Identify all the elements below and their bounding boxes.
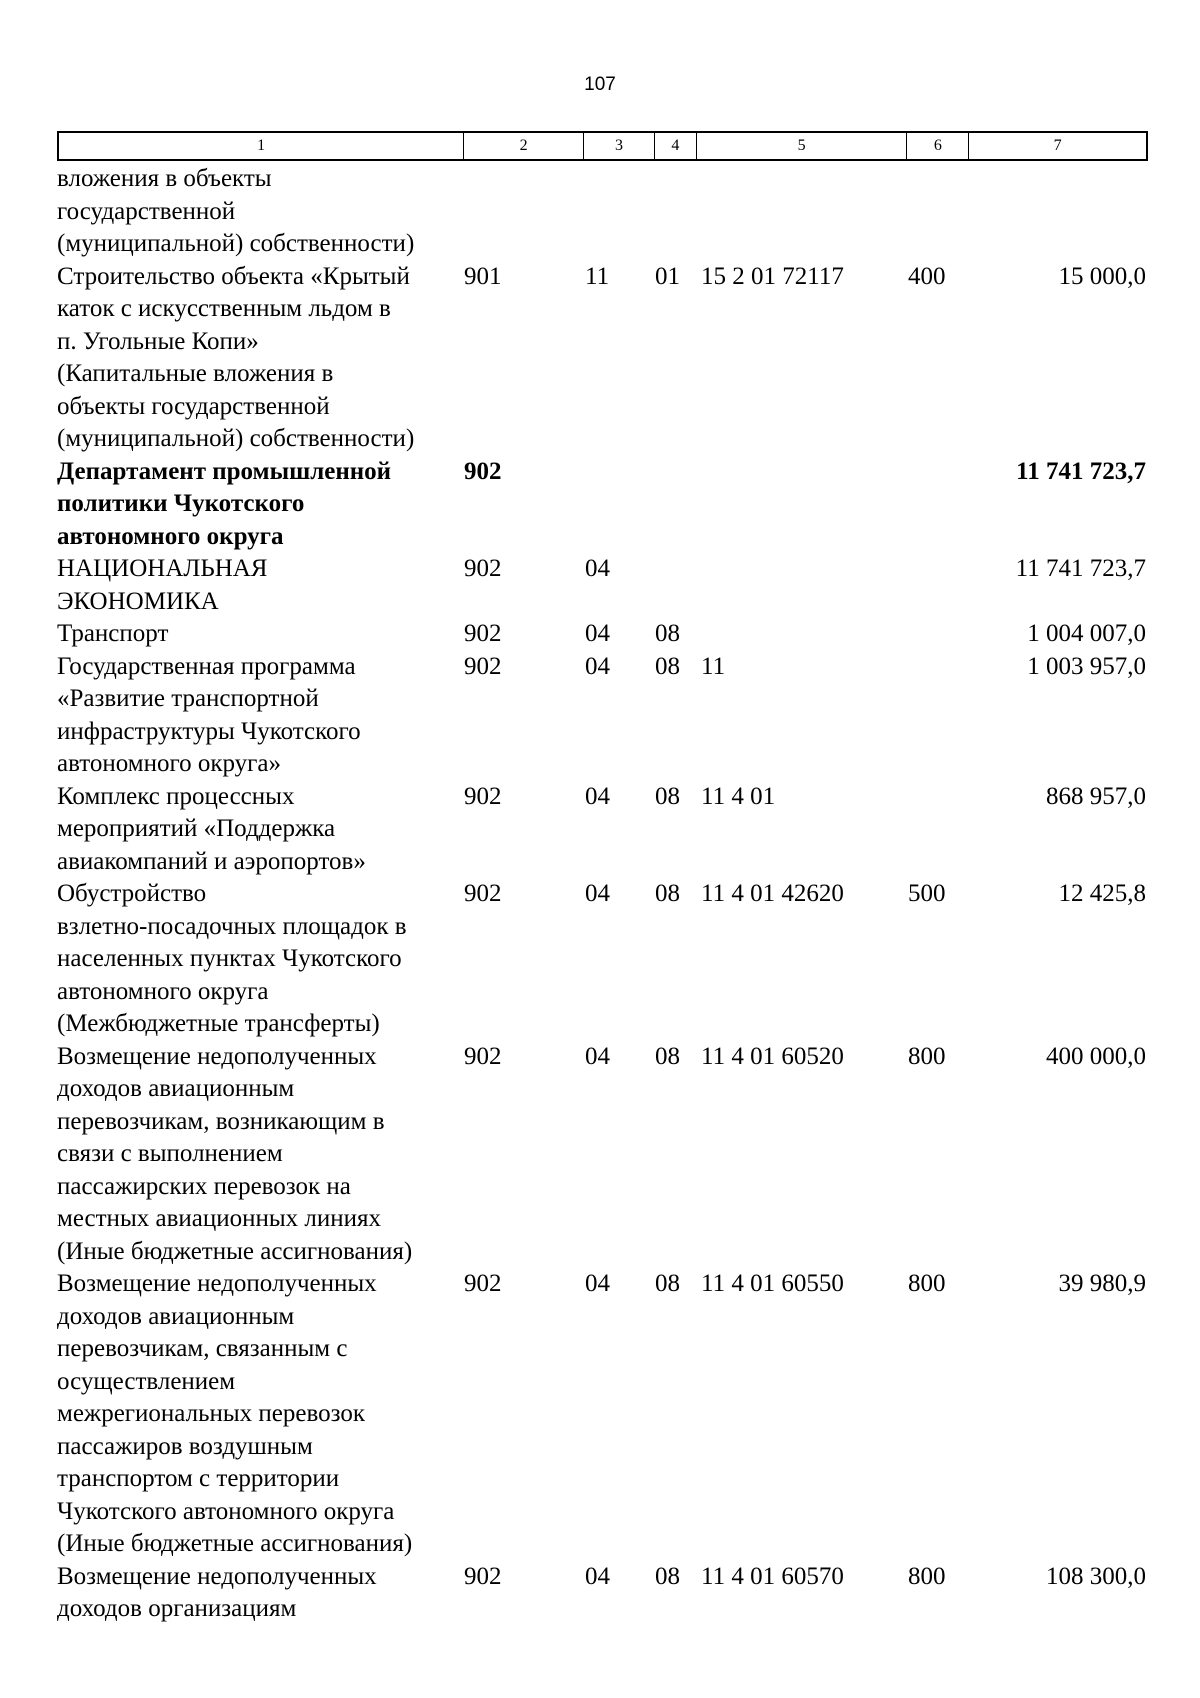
table-row — [57, 456, 1148, 554]
row-name-line: (муниципальной) собственности) — [57, 425, 415, 452]
row-col7-cell: 868 957,0 — [1046, 782, 1146, 810]
row-name-line: объекты государственной — [57, 392, 330, 420]
row-col2-cell: 902 — [464, 457, 502, 485]
row-col7-cell: 11 741 723,7 — [1016, 457, 1146, 485]
row-name-line: автономного округа — [57, 522, 284, 550]
header-cell-4: 4 — [655, 133, 697, 159]
row-col2-cell: 901 — [464, 262, 502, 290]
row-name-line: межрегиональных перевозок — [57, 1400, 365, 1427]
row-name-cell — [57, 1561, 463, 1626]
row-name-line: Возмещение недополученных — [57, 1270, 377, 1297]
row-col4-cell: 08 — [655, 1270, 680, 1297]
row-name-line: связи с выполнением — [57, 1140, 283, 1167]
row-col7-cell: 108 300,0 — [1046, 1562, 1146, 1590]
row-col3-cell: 04 — [585, 555, 610, 582]
row-name-line: (Иные бюджетные ассигнования) — [57, 1237, 413, 1265]
row-col2-cell: 902 — [464, 1270, 502, 1297]
row-name-line: Государственная программа — [57, 652, 356, 680]
row-col5-cell: 15 2 01 72117 — [701, 262, 844, 290]
row-name-line: ЭКОНОМИКА — [57, 587, 219, 615]
row-col7-cell: 39 980,9 — [1058, 1270, 1146, 1297]
header-cell-3: 3 — [584, 133, 655, 159]
row-col4-cell: 01 — [655, 262, 680, 290]
row-name-line: Департамент промышленной — [57, 457, 392, 485]
row-name-cell — [57, 618, 463, 651]
row-col3-cell: 04 — [585, 880, 610, 907]
row-name-cell — [57, 553, 463, 618]
row-col5-cell: 11 4 01 60520 — [701, 1042, 844, 1070]
row-col7-cell: 12 425,8 — [1058, 880, 1146, 907]
header-cell-5: 5 — [697, 133, 908, 159]
row-name-cell — [57, 1041, 463, 1269]
row-name-line: (Иные бюджетные ассигнования) — [57, 1530, 413, 1557]
row-col6-cell: 800 — [908, 1042, 946, 1070]
row-col6-cell: 400 — [908, 262, 946, 290]
row-name-line: каток с искусственным льдом в — [57, 295, 391, 322]
table-row — [57, 1268, 1148, 1561]
row-name-line: мероприятий «Поддержка — [57, 815, 336, 842]
row-col7-cell: 1 004 007,0 — [1027, 620, 1146, 647]
header-cell-2: 2 — [464, 133, 584, 159]
header-cell-7: 7 — [1053, 137, 1062, 154]
row-name-line: доходов авиационным — [57, 1302, 295, 1330]
row-col4-cell: 08 — [655, 1042, 680, 1070]
row-col6-cell: 800 — [908, 1270, 946, 1297]
row-col7-cell: 400 000,0 — [1046, 1042, 1146, 1070]
table-row — [57, 878, 1148, 1041]
row-name-line: доходов авиационным — [57, 1075, 295, 1102]
table-row — [57, 1041, 1148, 1269]
row-col4-cell: 08 — [655, 652, 680, 680]
row-col2-cell: 902 — [464, 620, 502, 647]
row-col6-cell: 800 — [908, 1562, 946, 1590]
row-name-line: «Развитие транспортной — [57, 685, 319, 712]
row-name-line: вложения в объекты — [57, 165, 272, 192]
row-name-line: перевозчикам, связанным с — [57, 1335, 348, 1362]
row-col3-cell: 04 — [585, 620, 610, 647]
row-name-cell — [57, 1268, 463, 1561]
row-name-line: автономного округа» — [57, 750, 282, 777]
row-col7-cell: 11 741 723,7 — [1015, 555, 1146, 582]
row-name-line: Строительство объекта «Крытый — [57, 262, 410, 290]
row-name-line: доходов организациям — [57, 1595, 297, 1622]
row-col2-cell: 902 — [464, 555, 502, 582]
row-col6-cell: 500 — [908, 880, 946, 907]
row-col2-cell: 902 — [464, 1042, 502, 1070]
row-col3-cell: 04 — [585, 1270, 610, 1297]
row-name-line: местных авиационных линиях — [57, 1205, 382, 1232]
header-cell-6: 6 — [907, 133, 969, 159]
table-header-row — [57, 131, 1148, 161]
row-name-line: НАЦИОНАЛЬНАЯ — [57, 555, 268, 582]
row-name-line: авиакомпаний и аэропортов» — [57, 847, 366, 875]
row-col5-cell: 11 4 01 42620 — [701, 880, 844, 907]
table-row — [57, 1561, 1148, 1626]
row-name-line: (Капитальные вложения в — [57, 360, 334, 387]
row-name-line: транспортом с территории — [57, 1465, 340, 1492]
row-col3-cell: 11 — [585, 262, 610, 290]
row-name-line: пассажиров воздушным — [57, 1432, 313, 1460]
row-col7-cell: 15 000,0 — [1058, 262, 1146, 290]
row-col4-cell: 08 — [655, 620, 680, 647]
table-row — [57, 781, 1148, 879]
page-number: 107 — [584, 74, 616, 95]
row-col5-cell: 11 — [701, 652, 726, 680]
row-col4-cell: 08 — [655, 880, 680, 907]
row-name-line: Возмещение недополученных — [57, 1562, 377, 1590]
row-name-line: взлетно-посадочных площадок в — [57, 912, 407, 940]
table-row — [57, 618, 1148, 651]
row-name-line: населенных пунктах Чукотского — [57, 945, 402, 972]
table-row — [57, 261, 1148, 456]
table-body — [57, 163, 1148, 1626]
row-name-line: пассажирских перевозок на — [57, 1172, 351, 1200]
row-name-line: автономного округа — [57, 977, 269, 1005]
row-name-cell — [57, 261, 463, 456]
row-col5-cell: 11 4 01 60570 — [701, 1562, 844, 1590]
row-name-line: осуществлением — [57, 1367, 236, 1395]
table-row — [57, 553, 1148, 618]
row-name-line: государственной — [57, 197, 236, 225]
row-col5-cell: 11 4 01 60550 — [701, 1270, 844, 1297]
row-name-cell — [57, 878, 463, 1041]
row-col3-cell: 04 — [585, 782, 610, 810]
row-name-line: (Межбюджетные трансферты) — [57, 1010, 380, 1037]
table-row — [57, 651, 1148, 781]
row-name-line: инфраструктуры Чукотского — [57, 717, 361, 745]
row-col3-cell: 04 — [585, 652, 610, 680]
row-name-cell — [57, 163, 463, 261]
table-row — [57, 163, 1148, 261]
row-col3-cell: 04 — [585, 1042, 610, 1070]
row-name-line: Транспорт — [57, 620, 169, 647]
row-col2-cell: 902 — [464, 1562, 502, 1590]
row-name-line: Чукотского автономного округа — [57, 1497, 395, 1525]
row-name-line: (муниципальной) собственности) — [57, 230, 415, 257]
row-name-line: Обустройство — [57, 880, 207, 907]
row-col3-cell: 04 — [585, 1562, 610, 1590]
header-cell-1: 1 — [59, 133, 464, 159]
row-col7-cell: 1 003 957,0 — [1027, 652, 1146, 680]
row-name-line: Комплекс процессных — [57, 782, 295, 810]
row-name-line: политики Чукотского — [57, 490, 305, 517]
row-name-line: Возмещение недополученных — [57, 1042, 377, 1070]
row-col2-cell: 902 — [464, 652, 502, 680]
row-name-cell — [57, 651, 463, 781]
row-col4-cell: 08 — [655, 1562, 680, 1590]
row-name-cell — [57, 781, 463, 879]
row-col2-cell: 902 — [464, 880, 502, 907]
row-col5-cell: 11 4 01 — [701, 782, 776, 810]
row-name-cell — [57, 456, 463, 554]
row-col4-cell: 08 — [655, 782, 680, 810]
row-col2-cell: 902 — [464, 782, 502, 810]
row-name-line: перевозчикам, возникающим в — [57, 1107, 385, 1135]
row-name-line: п. Угольные Копи» — [57, 327, 259, 355]
